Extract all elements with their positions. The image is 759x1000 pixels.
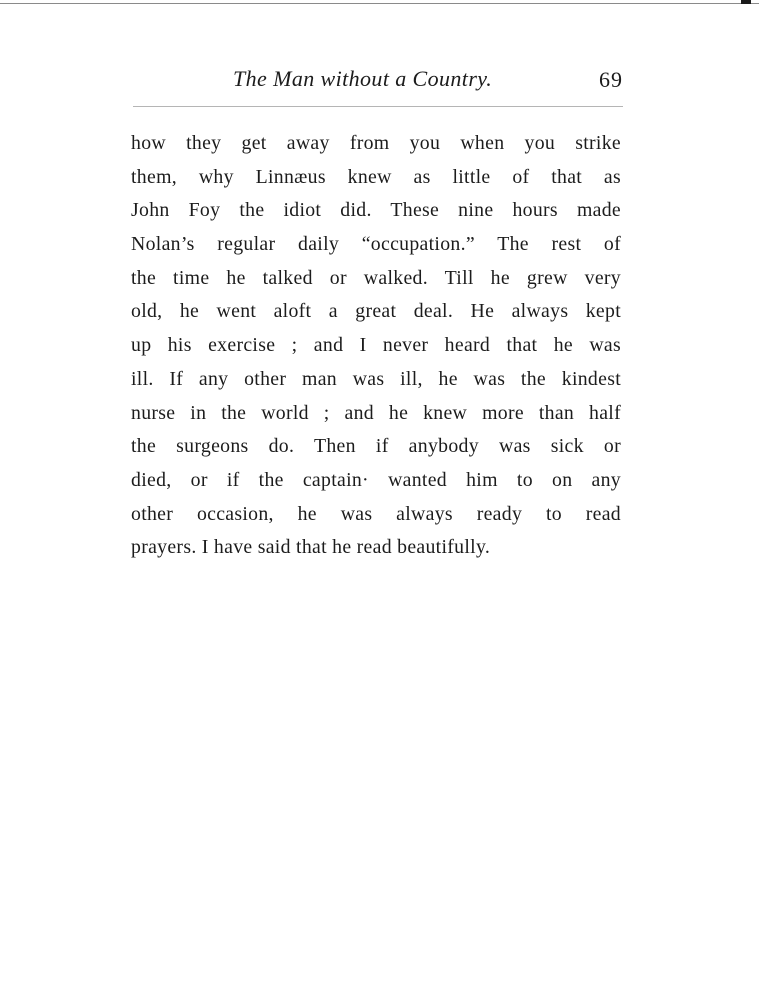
text-line: other occasion, he was always ready to read <box>131 502 621 525</box>
running-header <box>133 66 623 100</box>
text-line: John Foy the idiot did. These nine hours made <box>131 199 621 222</box>
header-rule <box>133 106 623 107</box>
page-number: 69 <box>599 67 623 92</box>
text-line: up his exercise ; and I never heard that he was <box>131 334 621 357</box>
text-line: old, he went aloft a great deal. He always kept <box>131 300 621 323</box>
text-line-last: prayers. I have said that he read beautifully. <box>131 536 491 559</box>
text-line: Nolan’s regular daily “occupation.” The rest of <box>131 233 621 256</box>
text-line: nurse in the world ; and he knew more than half <box>131 401 621 424</box>
text-line: ill. If any other man was ill, he was the kindest <box>131 367 621 390</box>
body-text <box>131 127 621 565</box>
running-title: The Man without a Country. <box>233 66 493 91</box>
text-line: died, or if the captain· wanted him to on any <box>131 468 621 491</box>
text-line: the time he talked or walked. Till he grew very <box>131 266 621 289</box>
text-line: them, why Linnæus knew as little of that as <box>131 165 621 188</box>
page-top-edge <box>0 0 759 4</box>
text-line: how they get away from you when you strike <box>131 132 621 154</box>
text-line: the surgeons do. Then if anybody was sick or <box>131 435 621 458</box>
